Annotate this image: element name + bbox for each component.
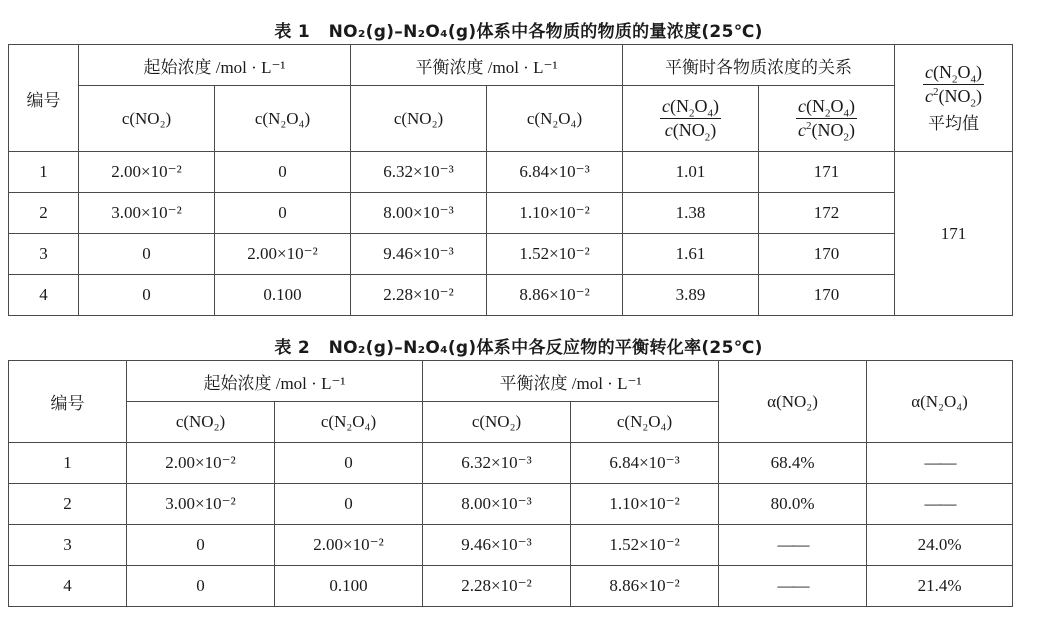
ratio2-value: 170 bbox=[759, 234, 895, 275]
ratio2-formula: $\frac{c(N_2O_4)}{c^2(NO_2)}$ bbox=[798, 96, 856, 144]
eq-no2: 6.32×10⁻³ bbox=[351, 152, 487, 193]
alpha-no2-value: 80.0% bbox=[719, 484, 867, 525]
table1-subheader-initial-n2o4: c(N₂O₄) bbox=[215, 86, 351, 152]
initial-n2o4: 0 bbox=[215, 193, 351, 234]
initial-n2o4: 2.00×10⁻² bbox=[275, 525, 423, 566]
table2-subheader-eq-n2o4: c(N₂O₄) bbox=[571, 402, 719, 443]
initial-no2: 0 bbox=[79, 234, 215, 275]
ratio2-value: 172 bbox=[759, 193, 895, 234]
alpha-no2-value: —— bbox=[719, 525, 867, 566]
initial-n2o4: 0.100 bbox=[215, 275, 351, 316]
eq-n2o4: 1.10×10⁻² bbox=[487, 193, 623, 234]
table2-subheader-initial-n2o4: c(N₂O₄) bbox=[275, 402, 423, 443]
table1-caption-prefix: 表 1 bbox=[274, 22, 310, 42]
table2-header-initial: 起始浓度 /mol · L⁻¹ bbox=[127, 361, 423, 402]
table-row bbox=[9, 152, 1013, 193]
alpha-n2o4-value: 24.0% bbox=[867, 525, 1013, 566]
table1-subheader-initial-no2: c(NO₂) bbox=[79, 86, 215, 152]
ratio1-value: 3.89 bbox=[623, 275, 759, 316]
table1 bbox=[8, 44, 1013, 316]
eq-no2: 2.28×10⁻² bbox=[423, 566, 571, 607]
table1-subheader-eq-no2: c(NO₂) bbox=[351, 86, 487, 152]
alpha-n2o4-value: —— bbox=[867, 443, 1013, 484]
row-id: 1 bbox=[9, 443, 127, 484]
alpha-n2o4-value: —— bbox=[867, 484, 1013, 525]
table1-header-equilibrium: 平衡浓度 /mol · L⁻¹ bbox=[351, 45, 623, 86]
initial-n2o4: 0 bbox=[275, 443, 423, 484]
table1-header-average-label: 平均值 bbox=[928, 114, 980, 134]
table1-caption-body: NO₂(g)–N₂O₄(g)体系中各物质的物质的量浓度(25℃) bbox=[328, 22, 763, 42]
ratio1-value: 1.01 bbox=[623, 152, 759, 193]
table2-header-equilibrium: 平衡浓度 /mol · L⁻¹ bbox=[423, 361, 719, 402]
eq-no2: 8.00×10⁻³ bbox=[423, 484, 571, 525]
eq-n2o4: 1.10×10⁻² bbox=[571, 484, 719, 525]
initial-no2: 0 bbox=[79, 275, 215, 316]
table-row bbox=[9, 193, 1013, 234]
initial-no2: 0 bbox=[127, 525, 275, 566]
eq-n2o4: 6.84×10⁻³ bbox=[571, 443, 719, 484]
initial-n2o4: 0 bbox=[275, 484, 423, 525]
table1-header-id: 编号 bbox=[9, 45, 79, 152]
initial-no2: 2.00×10⁻² bbox=[127, 443, 275, 484]
row-id: 3 bbox=[9, 525, 127, 566]
table2-caption-prefix: 表 2 bbox=[274, 338, 310, 358]
eq-n2o4: 6.84×10⁻³ bbox=[487, 152, 623, 193]
table-row bbox=[9, 484, 1013, 525]
row-id: 3 bbox=[9, 234, 79, 275]
table2-subheader-initial-no2: c(NO₂) bbox=[127, 402, 275, 443]
ratio2-value: 171 bbox=[759, 152, 895, 193]
initial-n2o4: 0.100 bbox=[275, 566, 423, 607]
eq-n2o4: 1.52×10⁻² bbox=[571, 525, 719, 566]
table-row bbox=[9, 525, 1013, 566]
row-id: 1 bbox=[9, 152, 79, 193]
row-id: 4 bbox=[9, 566, 127, 607]
table-row bbox=[9, 275, 1013, 316]
table-row bbox=[9, 234, 1013, 275]
table2-caption-body: NO₂(g)–N₂O₄(g)体系中各反应物的平衡转化率(25℃) bbox=[328, 338, 763, 358]
table1-subheader-ratio1 bbox=[623, 86, 759, 152]
initial-no2: 2.00×10⁻² bbox=[79, 152, 215, 193]
eq-no2: 9.46×10⁻³ bbox=[351, 234, 487, 275]
table1-caption bbox=[0, 17, 1037, 42]
row-id: 4 bbox=[9, 275, 79, 316]
ratio2-value: 170 bbox=[759, 275, 895, 316]
ratio1-value: 1.38 bbox=[623, 193, 759, 234]
average-ratio-formula: $\frac{c(N_2O_4)}{c^2(NO_2)}$ bbox=[925, 62, 983, 110]
eq-n2o4: 8.86×10⁻² bbox=[571, 566, 719, 607]
table2-subheader-eq-no2: c(NO₂) bbox=[423, 402, 571, 443]
average-value: 171 bbox=[895, 152, 1013, 316]
table2-caption bbox=[0, 333, 1037, 358]
row-id: 2 bbox=[9, 193, 79, 234]
alpha-n2o4-value: 21.4% bbox=[867, 566, 1013, 607]
table-row bbox=[9, 443, 1013, 484]
eq-no2: 2.28×10⁻² bbox=[351, 275, 487, 316]
initial-n2o4: 2.00×10⁻² bbox=[215, 234, 351, 275]
ratio1-formula: $\frac{c(N_2O_4)}{c(NO_2)}$ bbox=[662, 96, 720, 144]
initial-n2o4: 0 bbox=[215, 152, 351, 193]
table1-header-relation: 平衡时各物质浓度的关系 bbox=[623, 45, 895, 86]
table-row bbox=[9, 566, 1013, 607]
alpha-no2-value: —— bbox=[719, 566, 867, 607]
table1-subheader-eq-n2o4: c(N₂O₄) bbox=[487, 86, 623, 152]
row-id: 2 bbox=[9, 484, 127, 525]
initial-no2: 3.00×10⁻² bbox=[79, 193, 215, 234]
eq-no2: 9.46×10⁻³ bbox=[423, 525, 571, 566]
eq-n2o4: 1.52×10⁻² bbox=[487, 234, 623, 275]
eq-n2o4: 8.86×10⁻² bbox=[487, 275, 623, 316]
table2-header-alpha-n2o4: α(N₂O₄) bbox=[867, 361, 1013, 443]
ratio1-value: 1.61 bbox=[623, 234, 759, 275]
table2-header-id: 编号 bbox=[9, 361, 127, 443]
table2-header-alpha-no2: α(NO₂) bbox=[719, 361, 867, 443]
initial-no2: 0 bbox=[127, 566, 275, 607]
table1-subheader-ratio2 bbox=[759, 86, 895, 152]
initial-no2: 3.00×10⁻² bbox=[127, 484, 275, 525]
table1-header-initial: 起始浓度 /mol · L⁻¹ bbox=[79, 45, 351, 86]
table1-header-average bbox=[895, 45, 1013, 152]
eq-no2: 6.32×10⁻³ bbox=[423, 443, 571, 484]
table2 bbox=[8, 360, 1013, 607]
alpha-no2-value: 68.4% bbox=[719, 443, 867, 484]
eq-no2: 8.00×10⁻³ bbox=[351, 193, 487, 234]
